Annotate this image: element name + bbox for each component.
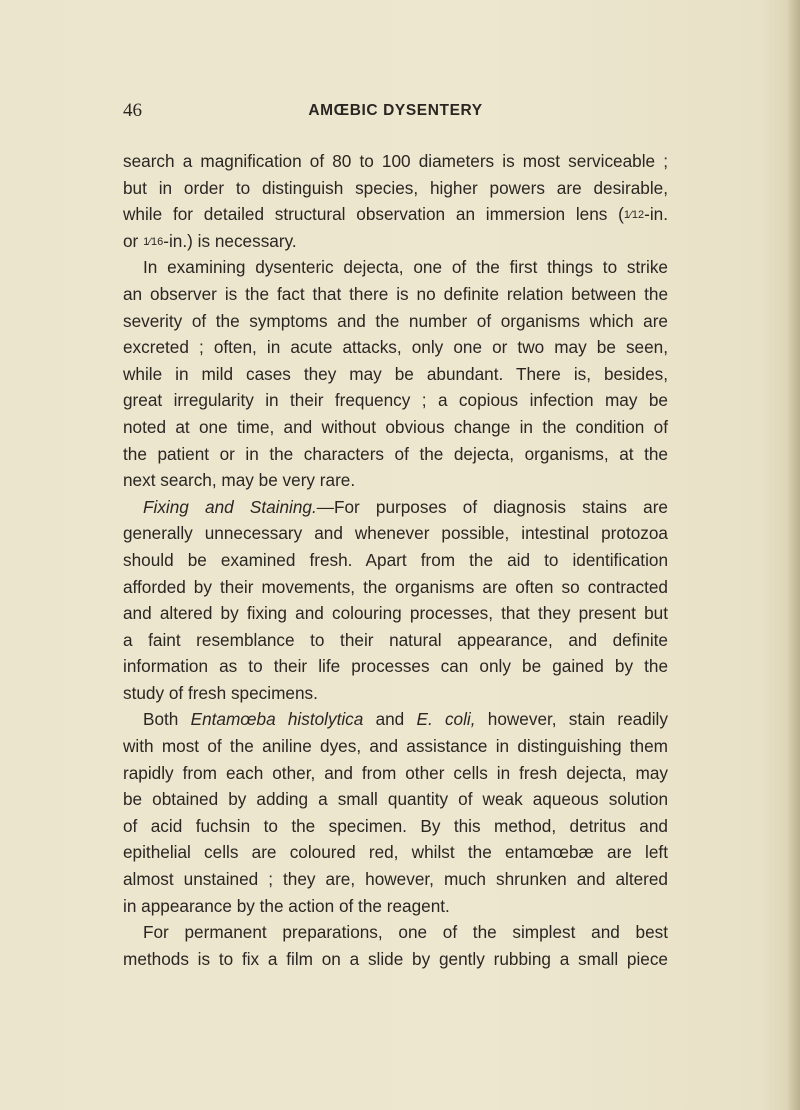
text-fragment: while for detailed structural observation an immersion lens ( bbox=[123, 204, 624, 225]
species-name: E. coli, bbox=[416, 709, 476, 730]
text-line: excreted ; often, in acute attacks, only one or two may be seen, bbox=[123, 337, 668, 358]
text-fragment: or bbox=[123, 230, 144, 251]
section-heading: Fixing and Staining. bbox=[143, 496, 317, 517]
text-line bbox=[123, 228, 668, 255]
text-line: be obtained by adding a small quantity of weak aqueous solution bbox=[123, 789, 668, 810]
text-line: an observer is the fact that there is no definite relation between the bbox=[123, 283, 668, 304]
text-line bbox=[123, 201, 668, 228]
page-number: 46 bbox=[123, 100, 142, 121]
text-line: generally unnecessary and whenever possible, intestinal protozoa bbox=[123, 523, 668, 544]
text-line: study of fresh specimens. bbox=[123, 682, 318, 703]
page-header bbox=[123, 100, 668, 130]
fraction-twelfth: 1⁄12 bbox=[623, 209, 645, 222]
text-line: a faint resemblance to their natural appearance, and definite bbox=[123, 629, 668, 650]
text-line: should be examined fresh. Apart from the aid to identification bbox=[123, 549, 668, 570]
text-line bbox=[123, 706, 668, 733]
text-line: afforded by their movements, the organisms are often so contracted bbox=[123, 576, 668, 597]
page-edge-shadow bbox=[786, 0, 800, 1110]
text-line: In examining dysenteric dejecta, one of the first things to strike bbox=[143, 257, 668, 278]
text-line: severity of the symptoms and the number of organisms which are bbox=[123, 310, 668, 331]
text-line: in appearance by the action of the reagent. bbox=[123, 895, 450, 916]
text-fragment: —For purposes of diagnosis stains are bbox=[316, 496, 668, 517]
text-line: great irregularity in their frequency ; a copious infection may be bbox=[123, 390, 668, 411]
running-head: AMŒBIC DYSENTERY bbox=[308, 102, 483, 119]
text-line: almost unstained ; they are, however, much shrunken and altered bbox=[123, 869, 668, 890]
text-line: For permanent preparations, one of the simplest and best bbox=[143, 922, 668, 943]
text-fragment: Both bbox=[143, 709, 191, 730]
text-fragment: -in.) is necessary. bbox=[163, 230, 297, 251]
fraction-sixteenth: 1⁄16 bbox=[143, 235, 164, 248]
text-line: the patient or in the characters of the dejecta, organisms, at the bbox=[123, 443, 668, 464]
species-name: Entamœba histolytica bbox=[190, 709, 364, 730]
text-line: but in order to distinguish species, higher powers are desirable, bbox=[123, 177, 668, 198]
text-line: rapidly from each other, and from other cells in fresh dejecta, may bbox=[123, 762, 668, 783]
text-line: with most of the aniline dyes, and assistance in distinguishing them bbox=[123, 736, 668, 757]
text-line: methods is to fix a film on a slide by gently rubbing a small piece bbox=[123, 948, 668, 969]
text-line: of acid fuchsin to the specimen. By this method, detritus and bbox=[123, 815, 668, 836]
text-line: search a magnification of 80 to 100 diameters is most serviceable ; bbox=[123, 151, 668, 171]
text-line: information as to their life processes can only be gained by the bbox=[123, 656, 668, 677]
text-line bbox=[123, 494, 668, 521]
text-line: and altered by fixing and colouring processes, that they present but bbox=[123, 603, 668, 624]
text-line: epithelial cells are coloured red, whilst the entamœbæ are left bbox=[123, 842, 668, 863]
text-fragment: and bbox=[363, 709, 417, 730]
text-line: while in mild cases they may be abundant. There is, besides, bbox=[123, 363, 668, 384]
text-fragment: -in. bbox=[644, 204, 668, 225]
text-fragment: however, stain readily bbox=[475, 709, 668, 730]
text-line: noted at one time, and without obvious change in the condition of bbox=[123, 416, 668, 437]
body-text bbox=[123, 148, 668, 972]
text-line: next search, may be very rare. bbox=[123, 470, 356, 491]
